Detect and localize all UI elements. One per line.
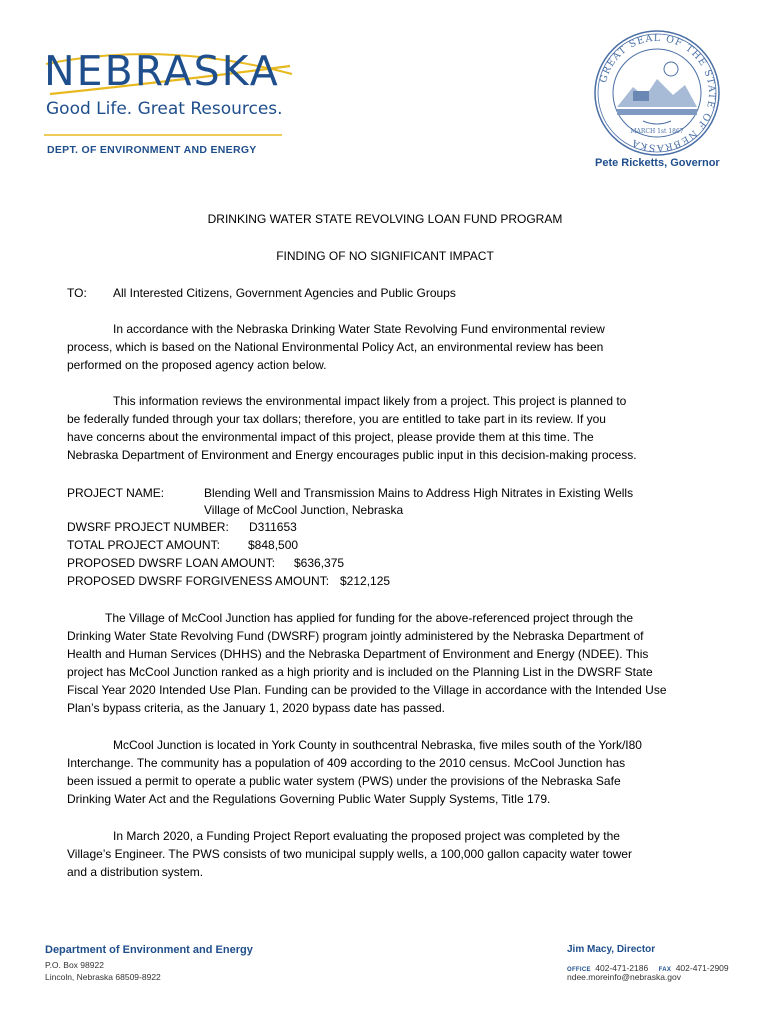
paragraph-line: This information reviews the environmental impact likely from a project. This project is planned to xyxy=(113,394,627,408)
project-name-line-1: Blending Well and Transmission Mains to Address High Nitrates in Existing Wells xyxy=(204,486,634,500)
project-name-label: PROJECT NAME: xyxy=(67,486,165,500)
footer-director: Jim Macy, Director xyxy=(567,944,656,955)
project-number-label: DWSRF PROJECT NUMBER: xyxy=(67,520,229,534)
paragraph-line: Plan’s bypass criteria, as the January 1, 2020 bypass date has passed. xyxy=(67,701,446,715)
paragraph-line: Drinking Water State Revolving Fund (DWSRF) program jointly administered by the Nebraska Department of xyxy=(67,629,644,643)
total-amount-value: $848,500 xyxy=(248,538,299,552)
paragraph-line: Health and Human Services (DHHS) and the Nebraska Department of Environment and Energy (NDEE). This xyxy=(67,647,649,661)
paragraph-line: In March 2020, a Funding Project Report evaluating the proposed project was completed by the xyxy=(113,829,620,843)
paragraph-line: Village’s Engineer. The PWS consists of two municipal supply wells, a 100,000 gallon capacity water tower xyxy=(67,847,632,861)
seal-ring-text: GREAT SEAL OF THE STATE OF NEBRASKA xyxy=(598,32,718,154)
forgiveness-amount-label: PROPOSED DWSRF FORGIVENESS AMOUNT: xyxy=(67,574,330,588)
office-phone: 402-471-2186 xyxy=(595,963,649,973)
governor-name: Pete Ricketts, Governor xyxy=(595,157,720,169)
office-label: OFFICE xyxy=(567,967,591,973)
paragraph-line: McCool Junction is located in York County in southcentral Nebraska, five miles south of the York/I80 xyxy=(113,738,642,752)
project-number-value: D311653 xyxy=(249,520,297,534)
to-label: TO: xyxy=(67,286,87,300)
project-name-line-2: Village of McCool Junction, Nebraska xyxy=(204,503,404,517)
finding-title: FINDING OF NO SIGNIFICANT IMPACT xyxy=(276,249,494,263)
seal-date: MARCH 1st 1867 xyxy=(630,128,684,135)
paragraph-line: Fiscal Year 2020 Intended Use Plan. Funding can be provided to the Village in accordance with the Intended Use xyxy=(67,683,667,697)
paragraph-line: project has McCool Junction ranked as a high priority and is included on the Planning List in the DWSRF State xyxy=(67,665,653,679)
paragraph-line: Drinking Water Act and the Regulations Governing Public Water Supply Systems, Title 179. xyxy=(67,792,551,806)
ndee-logo xyxy=(44,46,294,158)
paragraph-line: Nebraska Department of Environment and Energy encourages public input in this decision-making process. xyxy=(67,448,637,462)
forgiveness-amount-value: $212,125 xyxy=(340,574,391,588)
paragraph-line: performed on the proposed agency action below. xyxy=(67,358,327,372)
fax-phone: 402-471-2909 xyxy=(675,963,729,973)
paragraph-line: Interchange. The community has a population of 409 according to the 2010 census. McCool Junction has xyxy=(67,756,626,770)
total-amount-label: TOTAL PROJECT AMOUNT: xyxy=(67,538,220,552)
paragraph-line: been issued a permit to operate a public water system (PWS) under the provisions of the Nebraska Safe xyxy=(67,774,621,788)
logo-wordmark: NEBRASKA xyxy=(44,47,280,95)
paragraph-line: In accordance with the Nebraska Drinking Water State Revolving Fund environmental review xyxy=(113,322,605,336)
footer-po-box: P.O. Box 98922 xyxy=(45,960,104,970)
footer-city: Lincoln, Nebraska 68509-8922 xyxy=(45,972,161,982)
paragraph-line: and a distribution system. xyxy=(67,865,204,879)
state-seal xyxy=(593,29,721,157)
paragraph-line: have concerns about the environmental impact of this project, please provide them at this time. The xyxy=(67,430,594,444)
paragraph-line: The Village of McCool Junction has applied for funding for the above-referenced project through the xyxy=(105,611,634,625)
logo-department: DEPT. OF ENVIRONMENT AND ENERGY xyxy=(47,144,257,156)
to-recipients: All Interested Citizens, Government Agencies and Public Groups xyxy=(113,286,456,300)
fax-label: FAX xyxy=(658,967,672,973)
paragraph-line: process, which is based on the National Environmental Policy Act, an environmental review has been xyxy=(67,340,604,354)
logo-tagline: Good Life. Great Resources. xyxy=(46,99,283,119)
loan-amount-value: $636,375 xyxy=(294,556,345,570)
paragraph-line: be federally funded through your tax dollars; therefore, you are entitled to take part in its review. If you xyxy=(67,412,606,426)
program-title: DRINKING WATER STATE REVOLVING LOAN FUND PROGRAM xyxy=(207,212,563,226)
footer-email-link[interactable]: ndee.moreinfo@nebraska.gov xyxy=(567,972,682,982)
footer-department: Department of Environment and Energy xyxy=(45,944,253,956)
loan-amount-label: PROPOSED DWSRF LOAN AMOUNT: xyxy=(67,556,276,570)
seal-icon xyxy=(593,29,721,157)
